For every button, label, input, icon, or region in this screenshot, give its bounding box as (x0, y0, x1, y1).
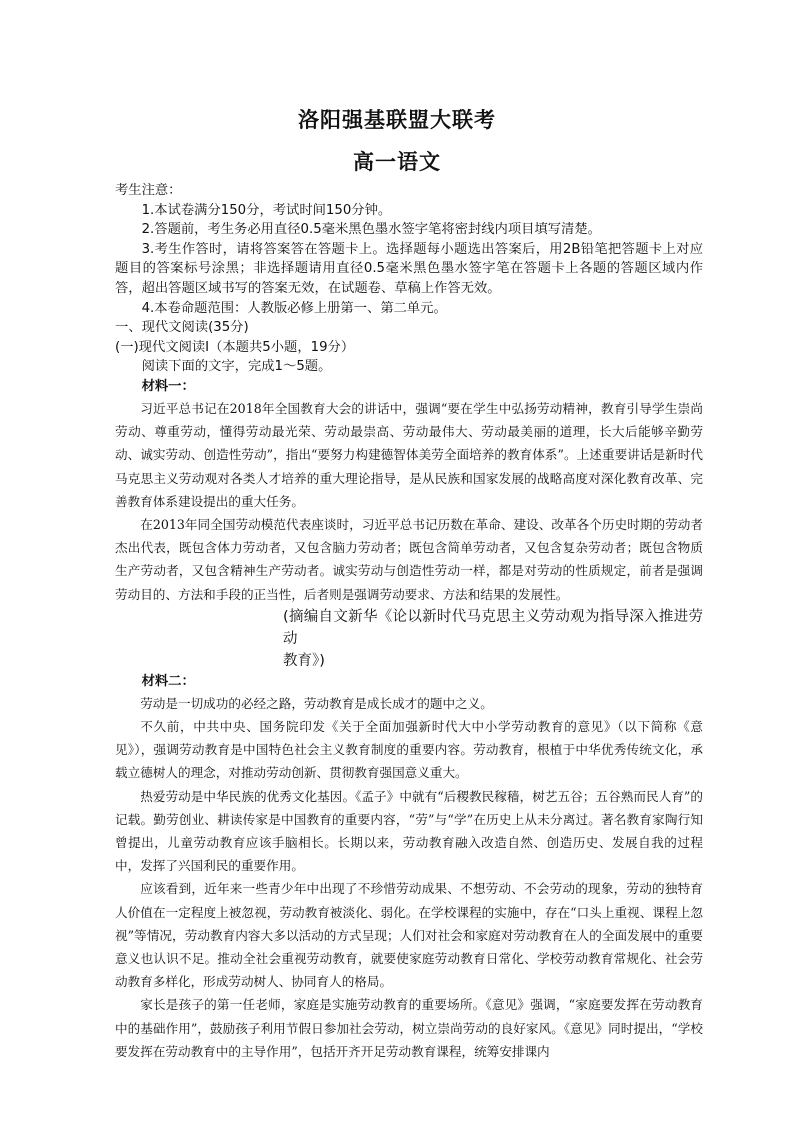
notice-item-2: 2.答题前，考生务必用直径0.5毫米黑色墨水签字笔将密封线内项目填写清楚。 (141, 222, 601, 238)
material-1-paragraph: 习近平总书记在2018年全国教育大会的讲话中，强调“要在学生中弘扬劳动精神，教育引导学生崇尚劳动、尊重劳动，懂得劳动最光荣、劳动最崇高、劳动最伟大、劳动最美丽的道理，长大后能够辛勤劳动、诚实劳动、创造性劳动”，指出“要努力构建德智体美劳全面培养的教育体系”。上述重要讲话是新时代马克思主义劳动观对各类人才培养的重大理论指导，是从民族和国家发展的战略高度对深化教育改革、完善教育体系建设提出的重大任务。 (115, 400, 703, 509)
material-2-paragraph: 不久前，中共中央、国务院印发《关于全面加强新时代大中小学劳动教育的意见》（以下简称《意见》），强调劳动教育是中国特色社会主义教育制度的重要内容。劳动教育，根植于中华优秀传统文化，承载立德树人的理念，对推动劳动创新、贯彻教育强国意义重大。 (115, 718, 703, 781)
material-2-paragraph: 家长是孩子的第一任老师，家庭是实施劳动教育的重要场所。《意见》强调，“家庭要发挥在劳动教育中的基础作用”，鼓励孩子利用节假日参加社会劳动，树立崇尚劳动的良好家风。《意见》同时提出，“学校要发挥在劳动教育中的主导作用”，包括开齐开足劳动教育课程，统筹安排课内 (115, 997, 703, 1059)
material-1-label: 材料一： (141, 378, 195, 394)
notice-item-4: 4.本卷命题范围：人教版必修上册第一、第二单元。 (141, 300, 447, 316)
notice-item-1: 1.本试卷满分150分，考试时间150分钟。 (141, 202, 392, 218)
notice-heading: 考生注意： (115, 183, 182, 198)
material-1-paragraph: 在2013年同全国劳动模范代表座谈时，习近平总书记历数在革命、建设、改革各个历史时期的劳动者杰出代表，既包含体力劳动者，又包含脑力劳动者；既包含简单劳动者，又包含复杂劳动者；既包含物质生产劳动者，又包含精神生产劳动者。诚实劳动与创造性劳动一样，都是对劳动的性质规定，前者是强调劳动目的、方法和手段的正当性，后者则是强调劳动要求、方法和结果的发展性。 (115, 516, 703, 602)
material-2-paragraph: 热爱劳动是中华民族的优秀文化基因。《孟子》中就有“后稷教民稼穑，树艺五谷；五谷熟而民人育”的记载。勤劳创业、耕读传家是中国教育的重要内容，“劳”与“学”在历史上从未分离过。著名教育家陶行知曾提出，儿童劳动教育应该手脑相长。长期以来，劳动教育融入改造自然、创造历史、发展自我的过程中，发挥了兴国利民的重要作用。 (115, 788, 703, 874)
section-sub-heading: (一)现代文阅读Ⅰ（本题共5小题，19分） (115, 339, 355, 355)
exam-subject: 高一语文 (353, 149, 441, 174)
material-2-label: 材料二： (141, 673, 195, 689)
section-instruction: 阅读下面的文字，完成1～5题。 (141, 359, 332, 375)
material-2-paragraph: 劳动是一切成功的必经之路，劳动教育是成长成才的题中之义。 (140, 695, 493, 711)
material-1-source-line-2: 教育》) (283, 652, 325, 669)
section-heading: 一、现代文阅读(35分) (115, 320, 249, 336)
exam-body (115, 181, 703, 1063)
material-2-paragraph: 应该看到，近年来一些青少年中出现了不珍惜劳动成果、不想劳动、不会劳动的现象，劳动的独特育人价值在一定程度上被忽视，劳动教育被淡化、弱化。在学校课程的实施中，存在“口头上重视、课程上忽视”等情况，劳动教育内容大多以活动的方式呈现；人们对社会和家庭对劳动教育在人的全面发展中的重要意义也认识不足。推动全社会重视劳动教育，就要使家庭劳动教育日常化、学校劳动教育常规化、社会劳动教育多样化，形成劳动树人、协同育人的格局。 (115, 881, 703, 990)
material-1-source-line-1: (摘编自文新华《论以新时代马克思主义劳动观为指导深入推进劳动 (283, 608, 703, 647)
notice-item-3: 3.考生作答时，请将答案答在答题卡上。选择题每小题选出答案后，用2B铅笔把答题卡上对应题目的答案标号涂黑；非选择题请用直径0.5毫米黑色墨水签字笔在答题卡上各题的答题区域内作答，超出答题区域书写的答案无效，在试题卷、草稿上作答无效。 (115, 241, 703, 296)
material-1-source (115, 606, 703, 672)
exam-title: 洛阳强基联盟大联考 (298, 107, 496, 132)
